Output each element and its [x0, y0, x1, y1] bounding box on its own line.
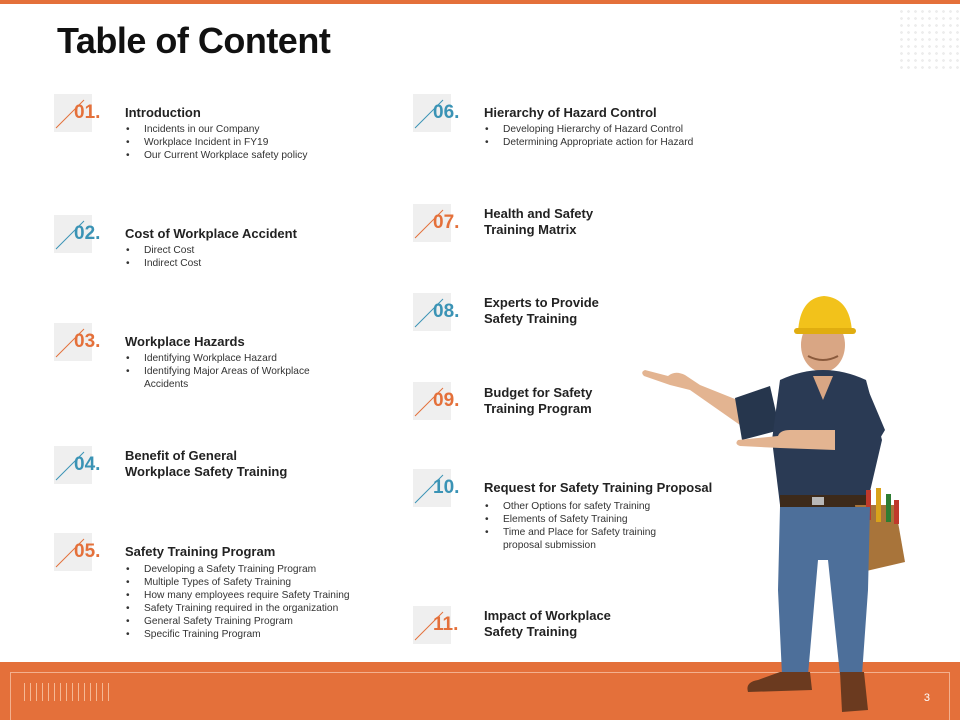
title-line: Training Matrix: [484, 222, 577, 237]
bullet-list: [125, 352, 330, 391]
item-title: [484, 385, 592, 417]
bullet-item: • Indirect Cost: [125, 257, 355, 270]
bullet-item: • Specific Training Program: [125, 628, 385, 641]
bullet-item: • Our Current Workplace safety policy: [125, 149, 355, 162]
bullet-item: • General Safety Training Program: [125, 615, 385, 628]
item-title: Cost of Workplace Accident: [125, 226, 297, 241]
bullet-item: • Safety Training required in the organization: [125, 602, 385, 615]
bullet-item: • Identifying Workplace Hazard: [125, 352, 330, 365]
item-number: 02.: [74, 223, 101, 244]
item-title: [484, 608, 611, 640]
title-line: Experts to Provide: [484, 295, 599, 310]
bullet-item: • Direct Cost: [125, 244, 355, 257]
title-line: Safety Training: [484, 311, 578, 326]
bullet-item: • Time and Place for Safety training proposal submission: [484, 526, 684, 552]
bullet-item: • Incidents in our Company: [125, 123, 355, 136]
item-number: 03.: [74, 331, 101, 352]
item-number: 10.: [433, 477, 460, 498]
bullet-item: • Workplace Incident in FY19: [125, 136, 355, 149]
bullet-list: [125, 244, 355, 270]
item-title: Request for Safety Training Proposal: [484, 480, 713, 495]
construction-worker-photo: [630, 290, 930, 720]
item-number: 08.: [433, 301, 460, 322]
bullet-item: • Developing Hierarchy of Hazard Control: [484, 123, 744, 136]
item-title: [125, 448, 287, 480]
title-line: Benefit of General: [125, 448, 237, 463]
slide-title: Table of Content: [57, 20, 331, 61]
bullet-list: [125, 123, 355, 162]
bullet-item: • Other Options for safety Training: [484, 500, 684, 513]
title-line: Workplace Safety Training: [125, 464, 288, 479]
title-line: Safety Training: [484, 624, 578, 639]
top-accent-bar: [0, 0, 960, 4]
title-line: Health and Safety: [484, 206, 594, 221]
item-title: Introduction: [125, 105, 201, 120]
tick-decoration: [24, 683, 114, 701]
item-number: 09.: [433, 390, 460, 411]
item-number: 01.: [74, 102, 101, 123]
bullet-item: • Identifying Major Areas of Workplace Accidents: [125, 365, 330, 391]
item-number: 11.: [433, 614, 459, 635]
title-line: Budget for Safety: [484, 385, 593, 400]
bullet-item: • Determining Appropriate action for Hazard: [484, 136, 744, 149]
bullet-item: • Multiple Types of Safety Training: [125, 576, 385, 589]
page-number: 3: [923, 692, 930, 704]
bullet-list: [484, 123, 744, 149]
item-number: 04.: [74, 454, 101, 475]
item-number: 05.: [74, 541, 101, 562]
title-line: Impact of Workplace: [484, 608, 611, 623]
dot-pattern-decoration: [898, 8, 960, 70]
item-title: Hierarchy of Hazard Control: [484, 105, 657, 120]
item-number: 07.: [433, 212, 460, 233]
item-title: Safety Training Program: [125, 544, 276, 559]
bullet-item: • Developing a Safety Training Program: [125, 563, 385, 576]
bullet-list: [125, 563, 385, 641]
bullet-item: • How many employees require Safety Training: [125, 589, 385, 602]
item-title: [484, 295, 599, 327]
item-title: [484, 206, 593, 238]
bullet-item: • Elements of Safety Training: [484, 513, 684, 526]
item-title: Workplace Hazards: [125, 334, 245, 349]
item-number: 06.: [433, 102, 460, 123]
title-line: Training Program: [484, 401, 592, 416]
